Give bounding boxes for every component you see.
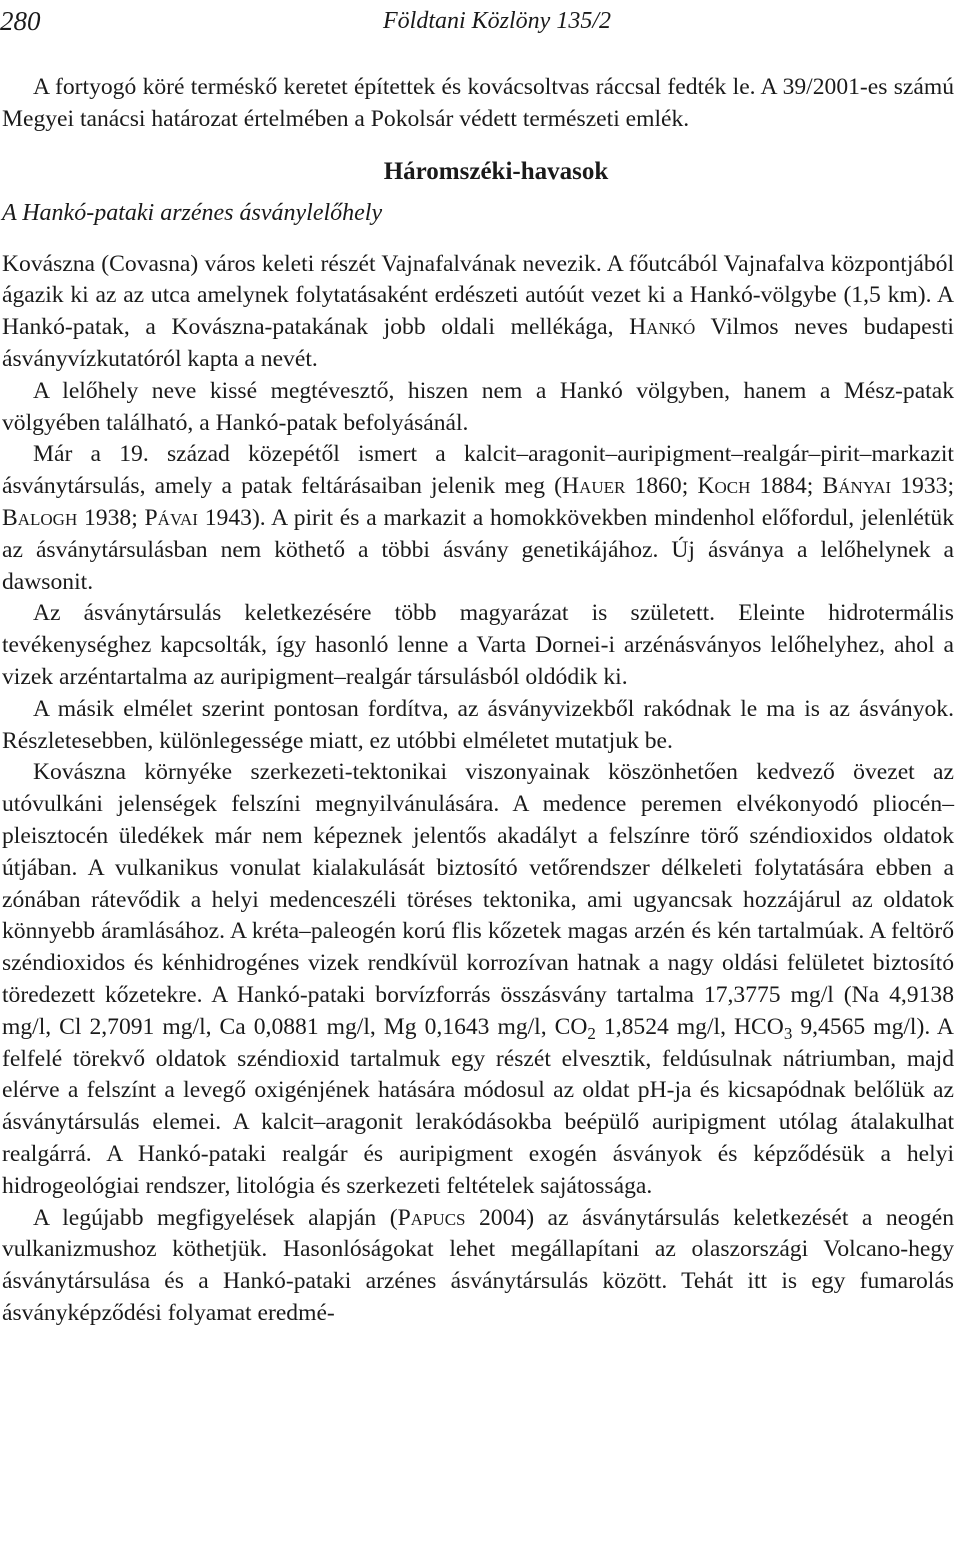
running-header xyxy=(0,2,960,42)
journal-title: Földtani Közlöny 135/2 xyxy=(383,8,611,34)
author-name: Hankó xyxy=(629,314,696,341)
paragraph-tectonics xyxy=(2,757,954,1202)
text-run: 1943). A pirit és a markazit a homokkövekben mindenhol előfordul, jelenlétük az ásványtársulásban nem köthető a többi ásvány genetikájához. Új ásványa a lelőhelynek a dawsonit. xyxy=(2,504,954,595)
page-number: 280 xyxy=(0,6,41,36)
article-body xyxy=(2,72,954,1330)
citation-author: Balogh xyxy=(2,504,78,531)
subsection-heading: A Hankó-pataki arzénes ásványlelőhely xyxy=(2,199,383,226)
citation-author: Hauer xyxy=(562,473,626,500)
citation-author: Papucs xyxy=(397,1204,466,1231)
text-run: 1933; xyxy=(891,473,954,500)
subscript: 3 xyxy=(783,1023,793,1043)
text-run: A legújabb megfigyelések alapján ( xyxy=(33,1204,398,1231)
text-run: Már a 19. század közepétől ismert a kalcit–aragonit–auripigment–realgár–pirit–markazit ásványtársulás, amely a patak feltárásaiban jelenik meg ( xyxy=(2,441,954,500)
text-run: Kovászna környéke szerkezeti-tektonikai viszonyainak köszönhetően kedvező övezet az utóvulkáni jelenségek felszíni megnyilvánulására. A medence peremen elvékonyodó pliocén–pleisztocén üledékek már nem képeznek jelentős akadályt a felszínre törő széndioxidos oldatok útjában. A vulkanikus vonulat kialakulását biztosító vetőrendszer délkeleti folytatására ebben a zónában rátevődik a helyi medenceszéli töréses tektonika, ami ugyancsak hozzájárul az oldatok könnyebb áramlásához. A kréta–paleogén korú flis kőzetek magas arzén és kén tartalmúak. A feltörő széndioxidos és kénhidrogénes vizek rendkívül korrozívan hatnak a nagy oldási felületet biztosító töredezett kőzetekre. A Hankó-pataki borvízforrás összásvány tartalma 17,3775 mg/l (Na 4,9138 mg/l, Cl 2,7091 mg/l, Ca 0,0881 mg/l, Mg 0,1643 mg/l, CO xyxy=(2,759,954,1040)
paragraph-theory: A másik elmélet szerint pontosan fordítva, az ásványvizekből rakódnak le ma is az ásványok. Részletesebben, különlegessége miatt, ez utóbbi elméletet mutatjuk be. xyxy=(2,695,954,754)
paragraph-recent xyxy=(2,1203,954,1330)
text-run: 9,4565 mg/l). A felfelé törekvő oldatok széndioxid tartalmuk egy részét elvesztik, feldúsulnak nátriumban, majd elérve a felszínt a levegő oxigénjének hatására módosul az oldat pH-ja és kicsapódnak belőlük az ásványtársulás elemei. A kalcit–aragonit lerakódásokba beépülő auripigment utólag átalakulhat realgárrá. A Hankó-pataki realgár és auripigment exogén ásványok és képződésük a helyi hidrogeológiai rendszer, litológia és szerkezeti feltételek sajátossága. xyxy=(2,1013,954,1199)
text-run: Kovászna (Covasna) város keleti részét Vajnafalvának nevezik. A főutcából Vajnafalva központjából ágazik ki az az utca amelynek folytatásaként erdészeti autóút vezet ki a Hankó-völgybe (1,5 km). A Hankó-patak, a Kovászna-patakának jobb oldali mellékága, xyxy=(2,250,954,341)
paragraph-naming: A lelőhely neve kissé megtévesztő, hiszen nem a Hankó völgyben, hanem a Mész-patak völgyében található, a Hankó-patak befolyásánál. xyxy=(2,377,954,436)
paragraph-location xyxy=(2,249,954,376)
text-run: 1860; xyxy=(625,473,698,500)
citation-author: Bányai xyxy=(822,473,892,500)
text-run: 1884; xyxy=(750,473,823,500)
paragraph-history xyxy=(2,439,954,598)
text-run: 1,8524 mg/l, HCO xyxy=(595,1013,784,1040)
citation-author: Pávai xyxy=(144,504,198,531)
text-run: Vilmos neves budapesti ásványvízkutatóról kapta a nevét. xyxy=(2,314,954,372)
paragraph-origin: Az ásványtársulás keletkezésére több magyarázat is született. Eleinte hidrotermális tevékenységhez kapcsolták, így hasonló lenne a Varta Dornei-i arzénásványos lelőhelyhez, ahol a vizek arzéntartalma az auripigment–realgár társulásból oldódik ki. xyxy=(2,600,954,690)
text-run: 1938; xyxy=(77,504,145,531)
section-heading: Háromszéki-havasok xyxy=(383,157,609,185)
subscript: 2 xyxy=(587,1023,596,1043)
text-run: 2004) az ásványtársulás keletkezését a neogén vulkanizmushoz köthetjük. Hasonlóságokat lehet megállapítani az olaszországi Volcano-hegy ásványtársulása és a Hankó-pataki arzénes ásványtársulás között. Tehát itt is egy fumarolás ásványképződési folyamat eredmé- xyxy=(2,1204,954,1326)
intro-paragraph: A fortyogó köré terméskő keretet építettek és kovácsoltvas ráccsal fedték le. A 39/2001-es számú Megyei tanácsi határozat értelmében a Pokolsár védett természeti emlék. xyxy=(2,74,954,132)
citation-author: Koch xyxy=(697,473,751,500)
